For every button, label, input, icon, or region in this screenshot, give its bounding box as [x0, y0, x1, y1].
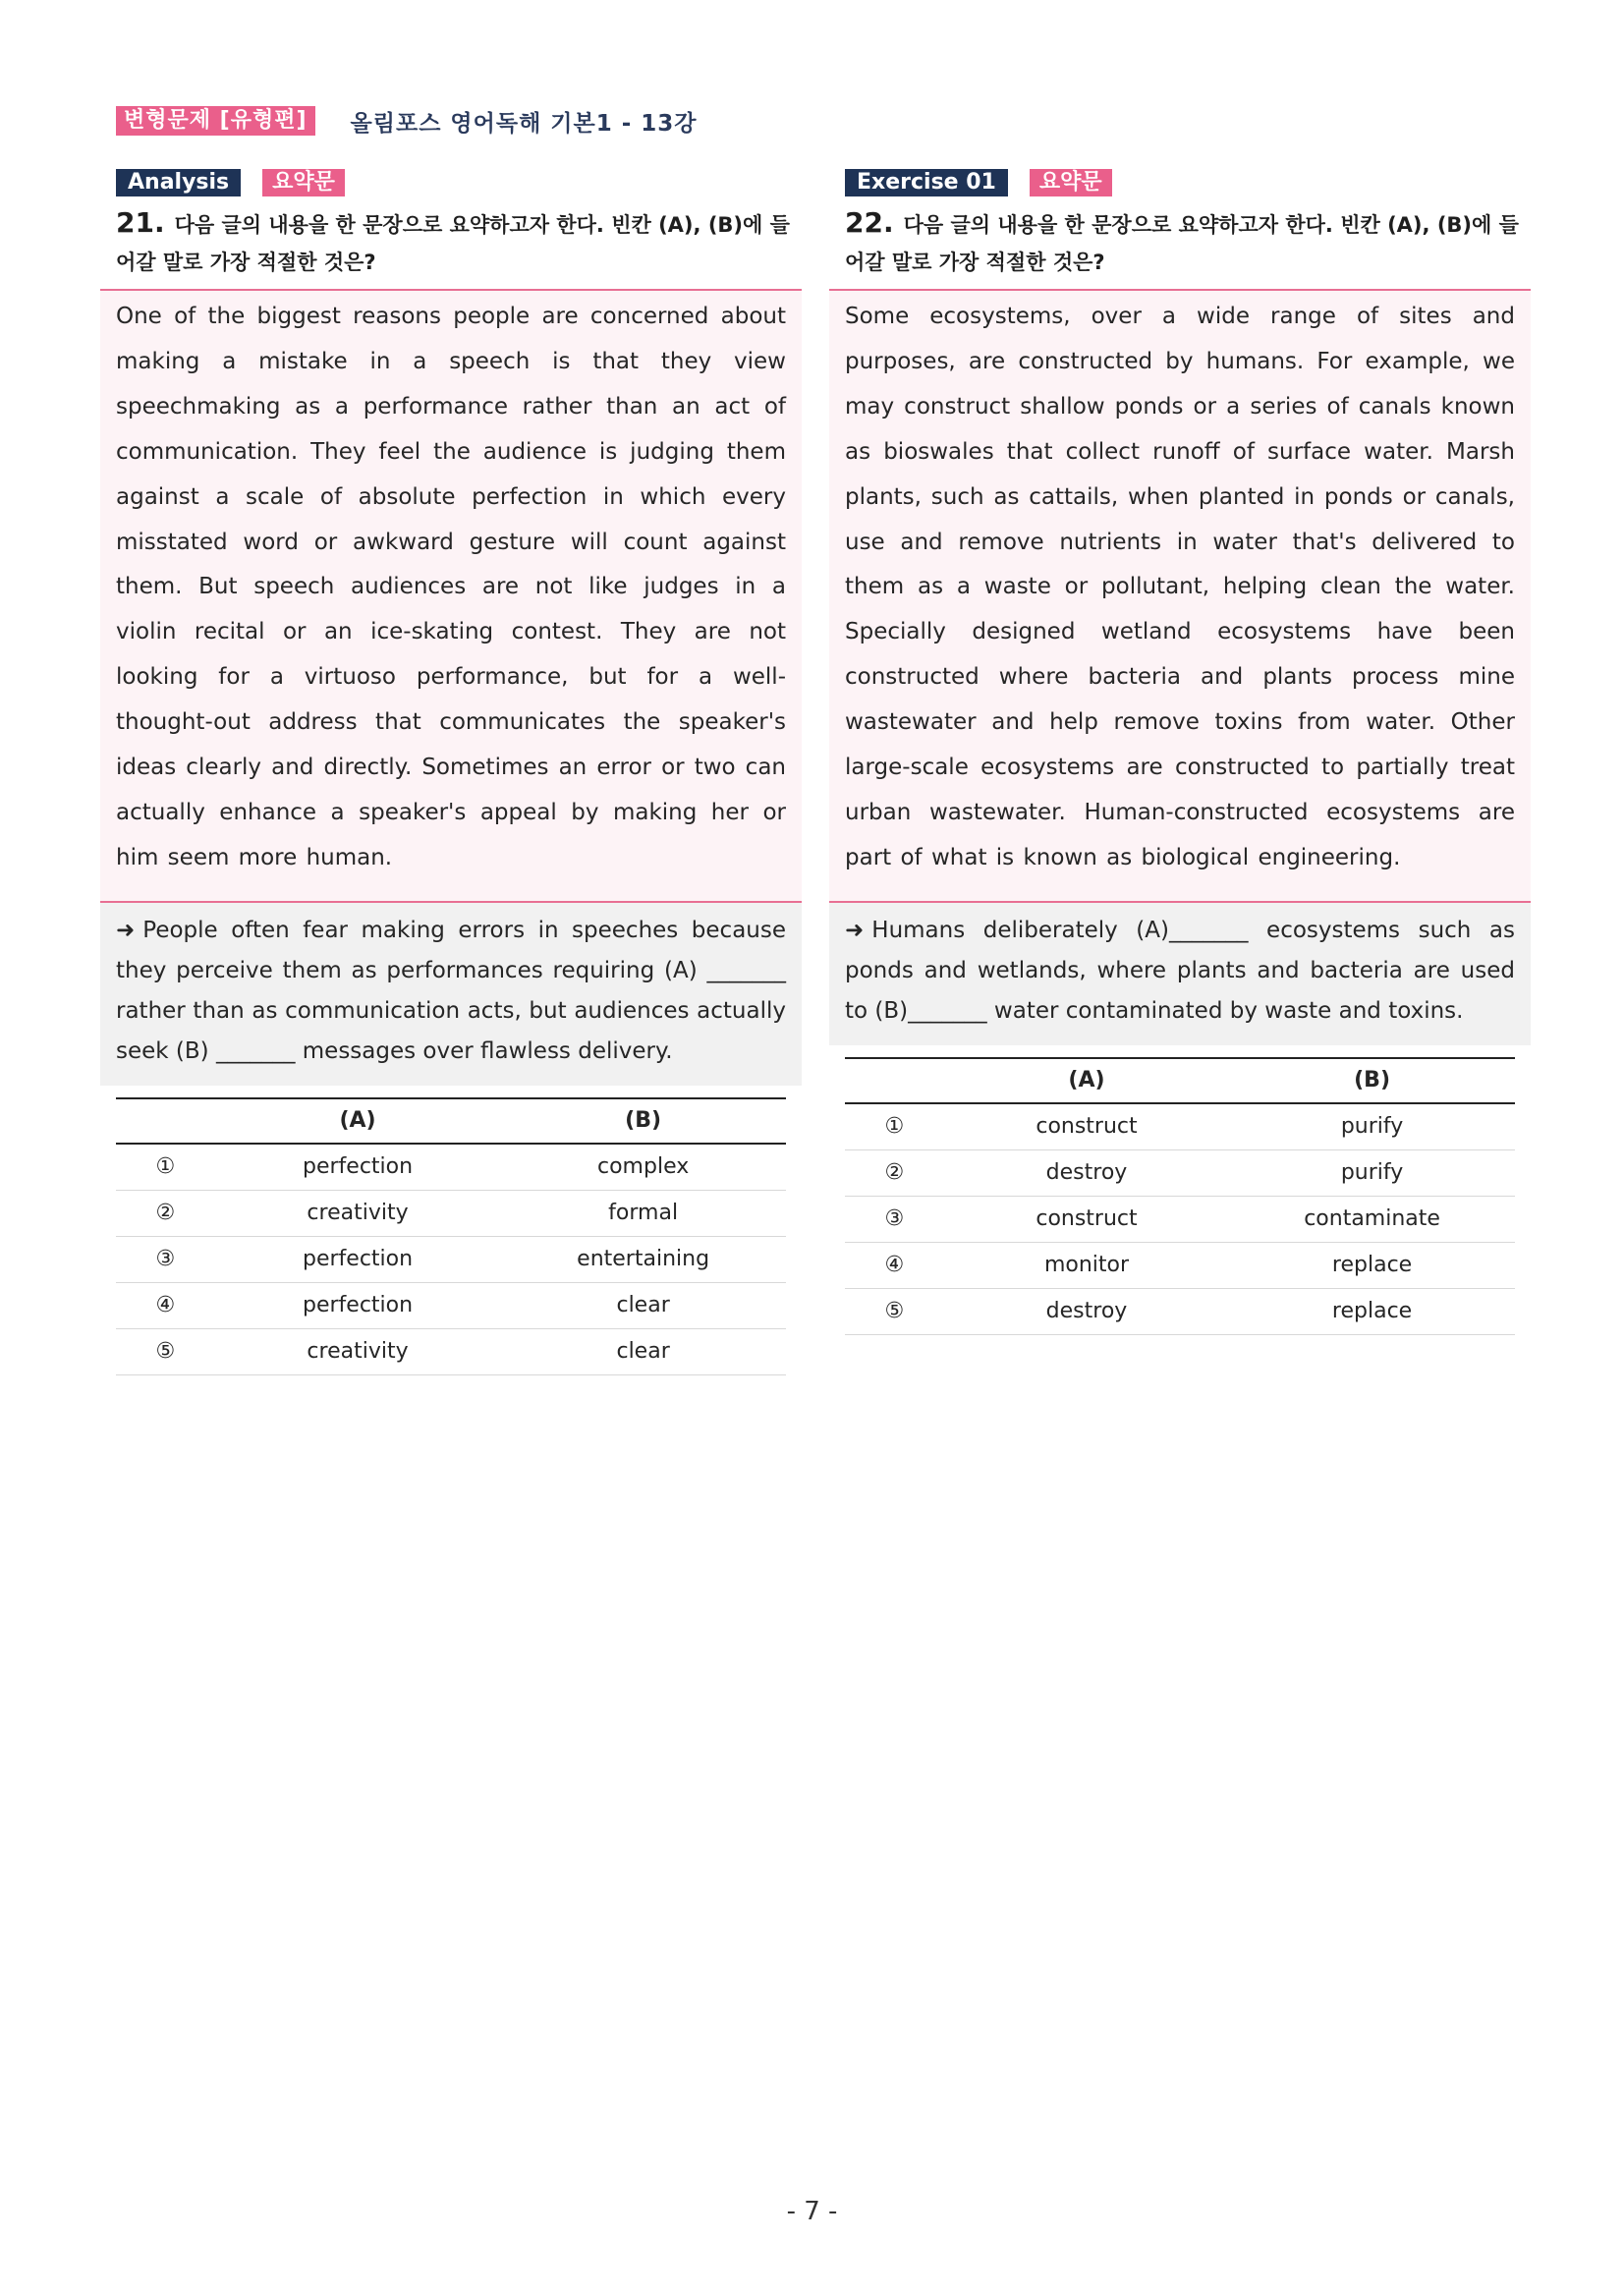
- analysis-label: Analysis: [116, 169, 241, 196]
- question-number: 22.: [845, 206, 894, 239]
- type-tag: 요약문: [262, 169, 345, 196]
- choice-number[interactable]: ②: [845, 1149, 944, 1196]
- column-b-header: (B): [1229, 1058, 1515, 1103]
- passage-text: Some ecosystems, over a wide range of sites and purposes, are constructed by humans. For example, we may construct shallow ponds or a series of canals known as bioswales that collect runoff of surface water. Marsh plants, such as cattails, when planted in ponds or canals, use and remove nutrients in water that's delivered to them as a waste or pollutant, helping clean the water. Specially designed wetland ecosystems have been constructed where bacteria and plants process mine wastewater and help remove toxins from water. Other large-scale ecosystems are constructed to partially treat urban wastewater. Human-constructed ecosystems are part of what is known as biological engineering.: [845, 304, 1515, 870]
- summary-box: [100, 903, 802, 1086]
- category-tag: 변형문제 [유형편]: [116, 106, 315, 136]
- choices-header-row: [116, 1098, 786, 1144]
- choice-number[interactable]: ①: [845, 1103, 944, 1150]
- question-prompt: [845, 204, 1523, 281]
- choice-a: perfection: [215, 1282, 500, 1328]
- choice-number[interactable]: ⑤: [845, 1288, 944, 1334]
- choice-row[interactable]: [845, 1242, 1515, 1288]
- choice-a: perfection: [215, 1144, 500, 1191]
- choice-a: perfection: [215, 1236, 500, 1282]
- choice-b: contaminate: [1229, 1196, 1515, 1242]
- choice-a: construct: [944, 1103, 1229, 1150]
- choice-number-header: [116, 1098, 215, 1144]
- choice-row[interactable]: [845, 1196, 1515, 1242]
- summary-text: Humans deliberately (A)_______ ecosystems such as ponds and wetlands, where plants and bacteria are used to (B)_______ water contaminated by waste and toxins.: [845, 917, 1515, 1024]
- question-text: 다음 글의 내용을 한 문장으로 요약하고자 한다. 빈칸 (A), (B)에 들어갈 말로 가장 적절한 것은?: [116, 213, 790, 274]
- choice-row[interactable]: [116, 1282, 786, 1328]
- choice-number-header: [845, 1058, 944, 1103]
- choice-row[interactable]: [845, 1103, 1515, 1150]
- passage-text: One of the biggest reasons people are concerned about making a mistake in a speech is that they view speechmaking as a performance rather than an act of communication. They feel the audience is judging them against a scale of absolute perfection in which every misstated word or awkward gesture will count against them. But speech audiences are not like judges in a violin recital or an ice-skating contest. They are not looking for a virtuoso performance, but for a well-thought-out address that communicates the speaker's ideas clearly and directly. Sometimes an error or two can actually enhance a speaker's appeal by making her or him seem more human.: [116, 304, 786, 870]
- choice-row[interactable]: [116, 1236, 786, 1282]
- column-a-header: (A): [215, 1098, 500, 1144]
- choice-number[interactable]: ①: [116, 1144, 215, 1191]
- question-labels: [116, 169, 802, 196]
- summary-sentence: [845, 911, 1515, 1032]
- choice-a: construct: [944, 1196, 1229, 1242]
- arrow-icon: ➜: [845, 917, 865, 943]
- choices-header-row: [845, 1058, 1515, 1103]
- choice-b: replace: [1229, 1288, 1515, 1334]
- answer-choices-table: [845, 1057, 1515, 1335]
- page-number: - 7 -: [786, 2197, 838, 2226]
- choice-b: replace: [1229, 1242, 1515, 1288]
- question-labels: [845, 169, 1531, 196]
- choice-b: complex: [500, 1144, 786, 1191]
- question-prompt: [116, 204, 794, 281]
- choice-number[interactable]: ⑤: [116, 1328, 215, 1374]
- choice-number[interactable]: ④: [845, 1242, 944, 1288]
- summary-text: People often fear making errors in speeches because they perceive them as performances requiring (A) _______ rather than as communication acts, but audiences actually seek (B) _______ messages over flawless delivery.: [116, 917, 786, 1064]
- column-a-header: (A): [944, 1058, 1229, 1103]
- summary-box: [829, 903, 1531, 1045]
- answer-choices-table: [116, 1097, 786, 1375]
- summary-sentence: [116, 911, 786, 1072]
- choice-a: creativity: [215, 1328, 500, 1374]
- choice-row[interactable]: [116, 1190, 786, 1236]
- choice-b: entertaining: [500, 1236, 786, 1282]
- choice-row[interactable]: [845, 1288, 1515, 1334]
- choice-number[interactable]: ③: [116, 1236, 215, 1282]
- choice-b: clear: [500, 1282, 786, 1328]
- passage-box: [100, 289, 802, 903]
- choice-row[interactable]: [116, 1328, 786, 1374]
- choice-a: creativity: [215, 1190, 500, 1236]
- choice-number[interactable]: ②: [116, 1190, 215, 1236]
- exercise-label: Exercise 01: [845, 169, 1008, 196]
- choice-b: formal: [500, 1190, 786, 1236]
- choice-row[interactable]: [116, 1144, 786, 1191]
- question-number: 21.: [116, 206, 165, 239]
- course-title: 올림포스 영어독해 기본1 - 13강: [350, 110, 698, 137]
- choice-a: destroy: [944, 1149, 1229, 1196]
- choice-row[interactable]: [845, 1149, 1515, 1196]
- arrow-icon: ➜: [116, 917, 136, 943]
- type-tag: 요약문: [1030, 169, 1112, 196]
- choice-b: purify: [1229, 1149, 1515, 1196]
- choice-b: purify: [1229, 1103, 1515, 1150]
- question-22-column: [829, 169, 1531, 1335]
- choice-number[interactable]: ③: [845, 1196, 944, 1242]
- question-text: 다음 글의 내용을 한 문장으로 요약하고자 한다. 빈칸 (A), (B)에 들어갈 말로 가장 적절한 것은?: [845, 213, 1519, 274]
- choice-a: destroy: [944, 1288, 1229, 1334]
- choice-b: clear: [500, 1328, 786, 1374]
- column-b-header: (B): [500, 1098, 786, 1144]
- question-21-column: [100, 169, 802, 1375]
- page-header: [116, 104, 698, 138]
- choice-number[interactable]: ④: [116, 1282, 215, 1328]
- passage-box: [829, 289, 1531, 903]
- choice-a: monitor: [944, 1242, 1229, 1288]
